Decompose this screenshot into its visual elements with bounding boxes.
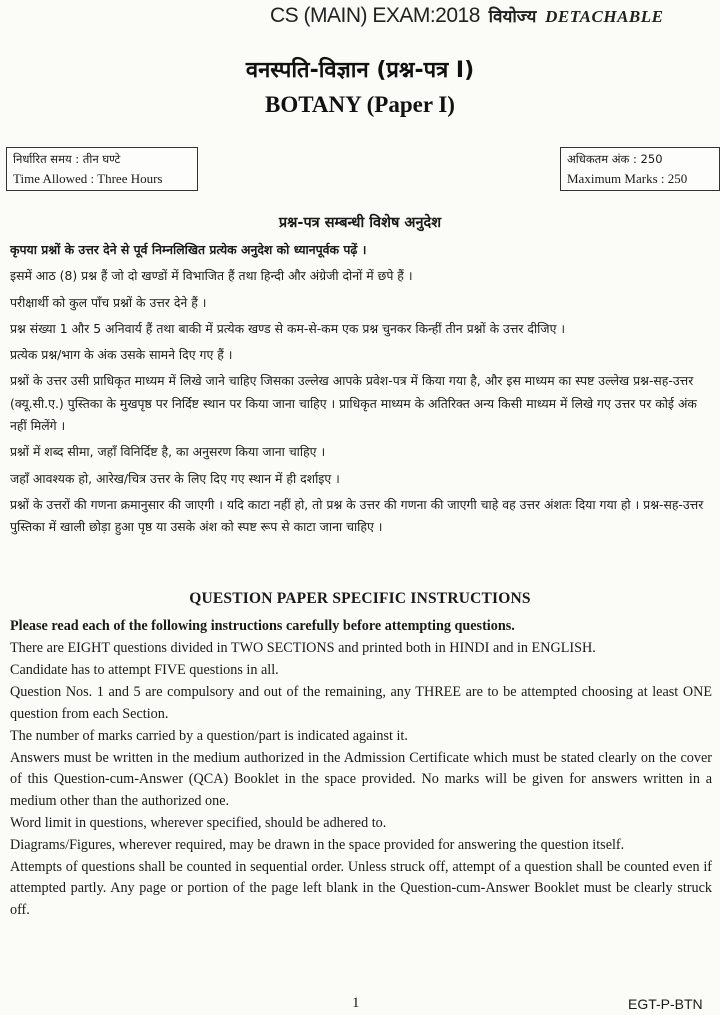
hindi-instruction: कृपया प्रश्नों के उत्तर देने से पूर्व निम्नलिखित प्रत्येक अनुदेश को ध्यानपूर्वक पढ़ें ।: [10, 242, 367, 257]
english-instruction: Question Nos. 1 and 5 are compulsory and out of the remaining, any THREE are to be attempted choosing at least ONE question from each Section.: [10, 684, 712, 722]
hindi-instruction: प्रश्न संख्या 1 और 5 अनिवार्य हैं तथा बाकी में प्रत्येक खण्ड से कम-से-कम एक प्रश्न चुनकर किन्हीं तीन प्रश्नों के उत्तर दीजिए ।: [10, 320, 566, 336]
paper-title-english: BOTANY (Paper I): [265, 92, 455, 117]
hindi-instruction: इसमें आठ (8) प्रश्न हैं जो दो खण्डों में विभाजित हैं तथा हिन्दी और अंग्रेजी दोनों में छपे हैं ।: [10, 268, 413, 284]
english-instruction: The number of marks carried by a question/part is indicated against it.: [10, 727, 408, 744]
paper-title-hindi: वनस्पति-विज्ञान (प्रश्न-पत्र I): [245, 58, 475, 83]
hindi-instruction: प्रश्नों में शब्द सीमा, जहाँ विनिर्दिष्ट है, का अनुसरण किया जाना चाहिए ।: [10, 444, 326, 460]
english-instruction: Answers must be written in the medium authorized in the Admission Certificate which must be stated clearly on the cover of this Question-cum-Answer (QCA) Booklet in the space provided. No marks will be given for answers written in a medium other than the authorized one.: [10, 749, 712, 809]
hindi-instruction: जहाँ आवश्यक हो, आरेख/चित्र उत्तर के लिए दिए गए स्थान में ही दर्शाइए ।: [10, 470, 340, 486]
time-allowed-english: Time Allowed : Three Hours: [13, 171, 163, 186]
time-allowed-box: [6, 147, 198, 191]
english-instruction: Diagrams/Figures, wherever required, may be drawn in the space provided for answering the question itself.: [10, 836, 625, 853]
time-allowed-hindi: निर्धारित समय : तीन घण्टे: [13, 152, 121, 166]
english-instructions-heading: QUESTION PAPER SPECIFIC INSTRUCTIONS: [189, 590, 531, 607]
english-instruction: Candidate has to attempt FIVE questions in all.: [10, 662, 279, 678]
maximum-marks-english: Maximum Marks : 250: [567, 171, 688, 186]
page-number: 1: [352, 995, 360, 1011]
english-instruction: Please read each of the following instructions carefully before attempting questions.: [10, 618, 515, 634]
english-instruction: Attempts of questions shall be counted in sequential order. Unless struck off, attempt of a question shall be counted even if attempted partly. Any page or portion of the page left blank in the Question-cum-Answer Booklet must be clearly struck off.: [10, 858, 712, 918]
hindi-instructions-list: [10, 239, 712, 543]
english-instruction: There are EIGHT questions divided in TWO SECTIONS and printed both in HINDI and in ENGLISH.: [10, 640, 596, 656]
hindi-instruction: प्रश्नों के उत्तरों की गणना क्रमानुसार की जाएगी । यदि काटा नहीं हो, तो प्रश्न के उत्तर की गणना की जाएगी चाहे वह उत्तर अंशतः दिया गया हो । प्रश्न-सह-उत्तर पुस्तिका में खाली छोड़ा हुआ पृष्ठ या उसके अंश को स्पष्ट रूप से काटा जाना चाहिए ।: [10, 496, 704, 535]
hindi-instruction: प्रत्येक प्रश्न/भाग के अंक उसके सामने दिए गए हैं ।: [10, 347, 233, 363]
english-instruction: Word limit in questions, wherever specified, should be adhered to.: [10, 814, 387, 831]
exam-stamp: CS (MAIN) EXAM:2018: [270, 4, 480, 27]
detachable-label: DETACHABLE: [545, 7, 664, 26]
maximum-marks-box: [560, 147, 720, 191]
hindi-instruction: प्रश्नों के उत्तर उसी प्राधिकृत माध्यम में लिखे जाने चाहिए जिसका उल्लेख आपके प्रवेश-पत्र में किया गया है, और इस माध्यम का स्पष्ट उल्लेख प्रश्न-सह-उत्तर (क्यू.सी.ए.) पुस्तिका के मुखपृष्ठ पर निर्दिष्ट स्थान पर किया जाना चाहिए । प्राधिकृत माध्यम के अतिरिक्त अन्य किसी माध्यम में लिखे गए उत्तर पर कोई अंक नहीं मिलेंगे ।: [10, 373, 697, 434]
hindi-instructions-heading: प्रश्न-पत्र सम्बन्धी विशेष अनुदेश: [278, 215, 442, 231]
detachable-hindi: वियोज्य: [488, 7, 537, 27]
hindi-instruction: परीक्षार्थी को कुल पाँच प्रश्नों के उत्तर देने हैं ।: [10, 294, 207, 310]
exam-header-stamp: [270, 4, 720, 28]
english-instructions-list: [10, 616, 712, 922]
paper-code: EGT-P-BTN: [628, 996, 703, 1012]
maximum-marks-hindi: अधिकतम अंक : 250: [567, 152, 663, 166]
